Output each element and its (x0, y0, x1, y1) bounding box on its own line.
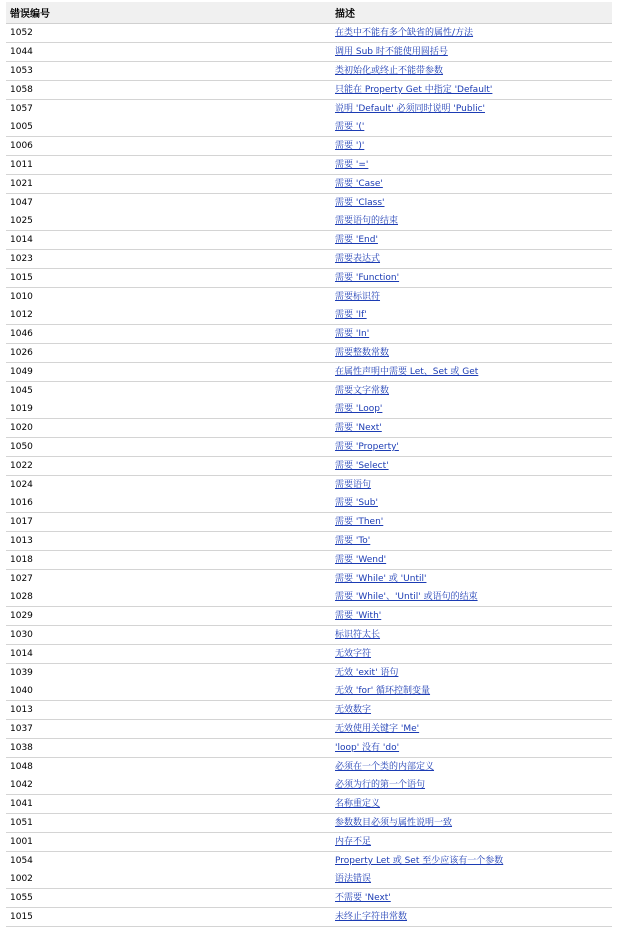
table-row (6, 852, 612, 871)
table-row (6, 212, 612, 231)
error-code-cell: 1047 (10, 198, 33, 208)
description-cell (331, 24, 612, 43)
table-row (6, 476, 612, 495)
table-row (6, 833, 612, 852)
description-link[interactable]: 需要文字常数 (335, 386, 390, 396)
description-cell (331, 363, 612, 382)
error-code-cell: 1021 (6, 175, 331, 194)
table-row (6, 664, 612, 683)
description-link[interactable]: 需要表达式 (335, 254, 381, 264)
description-link[interactable]: 需要 ')' (335, 141, 365, 151)
description-cell (331, 908, 612, 927)
table-row (6, 137, 612, 156)
error-code-cell: 1042 (6, 776, 331, 795)
table-row (6, 344, 612, 363)
table-row (6, 532, 612, 551)
description-cell (331, 701, 612, 720)
description-link[interactable]: 参数数目必须与属性说明一致 (335, 818, 453, 828)
description-link[interactable]: 需要 'With' (335, 611, 382, 621)
description-link[interactable]: 内存不足 (335, 837, 372, 847)
table-row (6, 118, 612, 137)
error-code-cell: 1046 (6, 325, 331, 344)
description-cell (331, 175, 612, 194)
description-link[interactable]: 无效字符 (335, 649, 372, 659)
error-code-cell: 1051 (6, 814, 331, 833)
description-cell (331, 814, 612, 833)
table-header-row (6, 2, 612, 24)
table-row (6, 607, 612, 626)
description-cell (331, 588, 612, 607)
description-link[interactable]: 需要 'Function' (335, 273, 400, 283)
error-code-cell: 1038 (6, 739, 331, 758)
description-link[interactable]: 调用 Sub 时不能使用圆括号 (335, 47, 448, 57)
table-row (6, 870, 612, 889)
description-link[interactable]: 无效使用关键字 'Me' (335, 724, 420, 734)
description-link[interactable]: 需要 'Sub' (335, 498, 378, 508)
error-code-cell: 1054 (10, 856, 33, 866)
description-cell (331, 626, 612, 645)
error-code-cell: 1015 (6, 908, 331, 927)
table-row (6, 288, 612, 307)
description-cell (331, 344, 612, 363)
error-code-cell: 1048 (10, 762, 33, 772)
error-code-cell: 1006 (6, 137, 331, 156)
description-cell (331, 645, 612, 664)
description-cell (331, 81, 612, 100)
description-cell (331, 457, 612, 476)
description-cell (331, 758, 612, 777)
error-code-cell: 1011 (6, 156, 331, 175)
error-code-cell: 1040 (6, 682, 331, 701)
description-cell (331, 325, 612, 344)
description-cell (331, 720, 612, 739)
error-code-cell: 1025 (6, 212, 331, 231)
description-link[interactable]: 需要 '=' (335, 160, 369, 170)
description-link[interactable]: 需要标识符 (335, 292, 381, 302)
description-link[interactable]: 语法错误 (335, 874, 372, 884)
error-code-cell: 1052 (6, 24, 331, 43)
description-cell (331, 269, 612, 288)
error-code-cell: 1030 (6, 626, 331, 645)
error-code-cell: 1014 (6, 231, 331, 250)
description-link[interactable]: 需要 'In' (335, 329, 370, 339)
error-code-cell: 1013 (6, 701, 331, 720)
error-code-cell: 1037 (6, 720, 331, 739)
error-code-cell: 1024 (10, 480, 33, 490)
description-cell (331, 400, 612, 419)
error-code-cell: 1026 (6, 344, 331, 363)
table-row (6, 100, 612, 119)
table-row (6, 795, 612, 814)
description-cell (331, 607, 612, 626)
table-row (6, 325, 612, 344)
description-cell (331, 156, 612, 175)
error-code-cell: 1041 (6, 795, 331, 814)
table-row (6, 400, 612, 419)
table-row (6, 739, 612, 758)
description-cell (331, 419, 612, 438)
description-cell (331, 231, 612, 250)
description-link[interactable]: 需要 'If' (335, 310, 367, 320)
description-cell (331, 306, 612, 325)
description-link[interactable]: 类初始化或终止不能带参数 (335, 66, 444, 76)
error-code-cell: 1005 (6, 118, 331, 137)
table-row (6, 269, 612, 288)
table-row (6, 701, 612, 720)
table-row (6, 363, 612, 382)
table-row (6, 175, 612, 194)
description-cell (331, 795, 612, 814)
table-row (6, 306, 612, 325)
description-cell (331, 100, 612, 119)
description-cell (331, 513, 612, 532)
description-cell (331, 137, 612, 156)
error-code-cell: 1017 (6, 513, 331, 532)
error-code-cell: 1012 (6, 306, 331, 325)
description-link[interactable]: 说明 'Default' 必须同时说明 'Public' (335, 104, 485, 114)
description-link[interactable]: 标识符太长 (335, 630, 381, 640)
table-row (6, 588, 612, 607)
description-cell (331, 118, 612, 137)
description-cell (331, 664, 612, 683)
table-row (6, 24, 612, 43)
error-code-cell: 1010 (10, 292, 33, 302)
description-link[interactable]: 无效 'exit' 语句 (335, 668, 399, 678)
error-code-cell: 1001 (6, 833, 331, 852)
table-row (6, 419, 612, 438)
description-cell (331, 532, 612, 551)
error-code-cell: 1014 (6, 645, 331, 664)
table-row (6, 194, 612, 213)
description-cell (331, 43, 612, 62)
description-link[interactable]: 需要 'End' (335, 235, 378, 245)
header-description: 描述 (331, 2, 612, 24)
error-code-cell: 1013 (6, 532, 331, 551)
description-link[interactable]: 需要 'Case' (335, 179, 383, 189)
table-row (6, 231, 612, 250)
table-row (6, 438, 612, 457)
table-row (6, 814, 612, 833)
description-link[interactable]: 需要 'Next' (335, 423, 382, 433)
description-cell (331, 476, 612, 495)
table-row (6, 62, 612, 81)
table-row (6, 382, 612, 401)
description-cell (331, 62, 612, 81)
error-code-cell: 1002 (6, 870, 331, 889)
table-row (6, 758, 612, 777)
table-row (6, 889, 612, 908)
description-link[interactable]: 未终止字符串常数 (335, 912, 408, 922)
description-link[interactable]: Property Let 或 Set 至少应该有一个参数 (335, 856, 504, 866)
table-row (6, 682, 612, 701)
description-link[interactable]: 需要 'While' 或 'Until' (335, 574, 427, 584)
error-code-cell: 1029 (6, 607, 331, 626)
table-row (6, 457, 612, 476)
table-row (6, 250, 612, 269)
table-row (6, 513, 612, 532)
description-link[interactable]: 需要 'Select' (335, 461, 389, 471)
error-code-cell: 1057 (10, 104, 33, 114)
description-link[interactable]: 只能在 Property Get 中指定 'Default' (335, 85, 493, 95)
description-link[interactable]: 在属性声明中需要 Let、Set 或 Get (335, 367, 479, 377)
error-code-cell: 1019 (6, 400, 331, 419)
error-code-cell: 1028 (6, 588, 331, 607)
description-cell (331, 570, 612, 589)
table-row (6, 43, 612, 62)
error-code-cell: 1039 (10, 668, 33, 678)
description-link[interactable]: 需要 'Loop' (335, 404, 383, 414)
error-code-cell: 1020 (6, 419, 331, 438)
description-cell (331, 682, 612, 701)
description-link[interactable]: 名称重定义 (335, 799, 381, 809)
description-link[interactable]: 需要语句的结束 (335, 216, 399, 226)
error-code-cell: 1018 (6, 551, 331, 570)
description-link[interactable]: 需要 'Then' (335, 517, 384, 527)
error-code-cell: 1053 (6, 62, 331, 81)
description-link[interactable]: 需要 'Wend' (335, 555, 387, 565)
error-code-cell: 1049 (6, 363, 331, 382)
table-row (6, 494, 612, 513)
error-code-cell: 1055 (6, 889, 331, 908)
description-link[interactable]: 需要 'While'、'Until' 或语句的结束 (335, 592, 478, 602)
description-cell (331, 494, 612, 513)
description-link[interactable]: 需要语句 (335, 480, 372, 490)
table-row (6, 81, 612, 100)
description-link[interactable]: 必须为行的第一个语句 (335, 780, 426, 790)
description-link[interactable]: 需要 '(' (335, 122, 365, 132)
description-cell (331, 438, 612, 457)
description-link[interactable]: 需要整数常数 (335, 348, 390, 358)
error-code-cell: 1016 (6, 494, 331, 513)
description-link[interactable]: 无效数字 (335, 705, 372, 715)
description-cell (331, 551, 612, 570)
error-code-cell: 1058 (6, 81, 331, 100)
description-link[interactable]: 'loop' 没有 'do' (335, 743, 400, 753)
description-link[interactable]: 需要 'To' (335, 536, 371, 546)
description-link[interactable]: 必须在一个类的内部定义 (335, 762, 435, 772)
description-link[interactable]: 无效 'for' 循环控制变量 (335, 686, 431, 696)
header-error-number: 错误编号 (6, 2, 331, 24)
description-cell (331, 382, 612, 401)
table-row (6, 156, 612, 175)
error-code-cell: 1027 (10, 574, 33, 584)
error-code-cell: 1022 (6, 457, 331, 476)
table-row (6, 645, 612, 664)
description-cell (331, 833, 612, 852)
table-row (6, 626, 612, 645)
description-link[interactable]: 需要 'Property' (335, 442, 399, 452)
table-row (6, 570, 612, 589)
error-table (6, 2, 612, 927)
description-cell (331, 250, 612, 269)
description-cell (331, 194, 612, 213)
table-row (6, 720, 612, 739)
description-link[interactable]: 需要 'Class' (335, 198, 385, 208)
description-link[interactable]: 不需要 'Next' (335, 893, 391, 903)
table-row (6, 908, 612, 927)
description-cell (331, 776, 612, 795)
description-cell (331, 288, 612, 307)
error-code-cell: 1044 (6, 43, 331, 62)
description-cell (331, 739, 612, 758)
description-cell (331, 852, 612, 871)
error-code-cell: 1015 (6, 269, 331, 288)
table-body (6, 24, 612, 927)
description-cell (331, 212, 612, 231)
error-code-cell: 1050 (6, 438, 331, 457)
table-row (6, 551, 612, 570)
table-row (6, 776, 612, 795)
description-cell (331, 870, 612, 889)
description-cell (331, 889, 612, 908)
error-code-cell: 1023 (6, 250, 331, 269)
description-link[interactable]: 在类中不能有多个缺省的属性/方法 (335, 28, 474, 38)
error-code-cell: 1045 (10, 386, 33, 396)
